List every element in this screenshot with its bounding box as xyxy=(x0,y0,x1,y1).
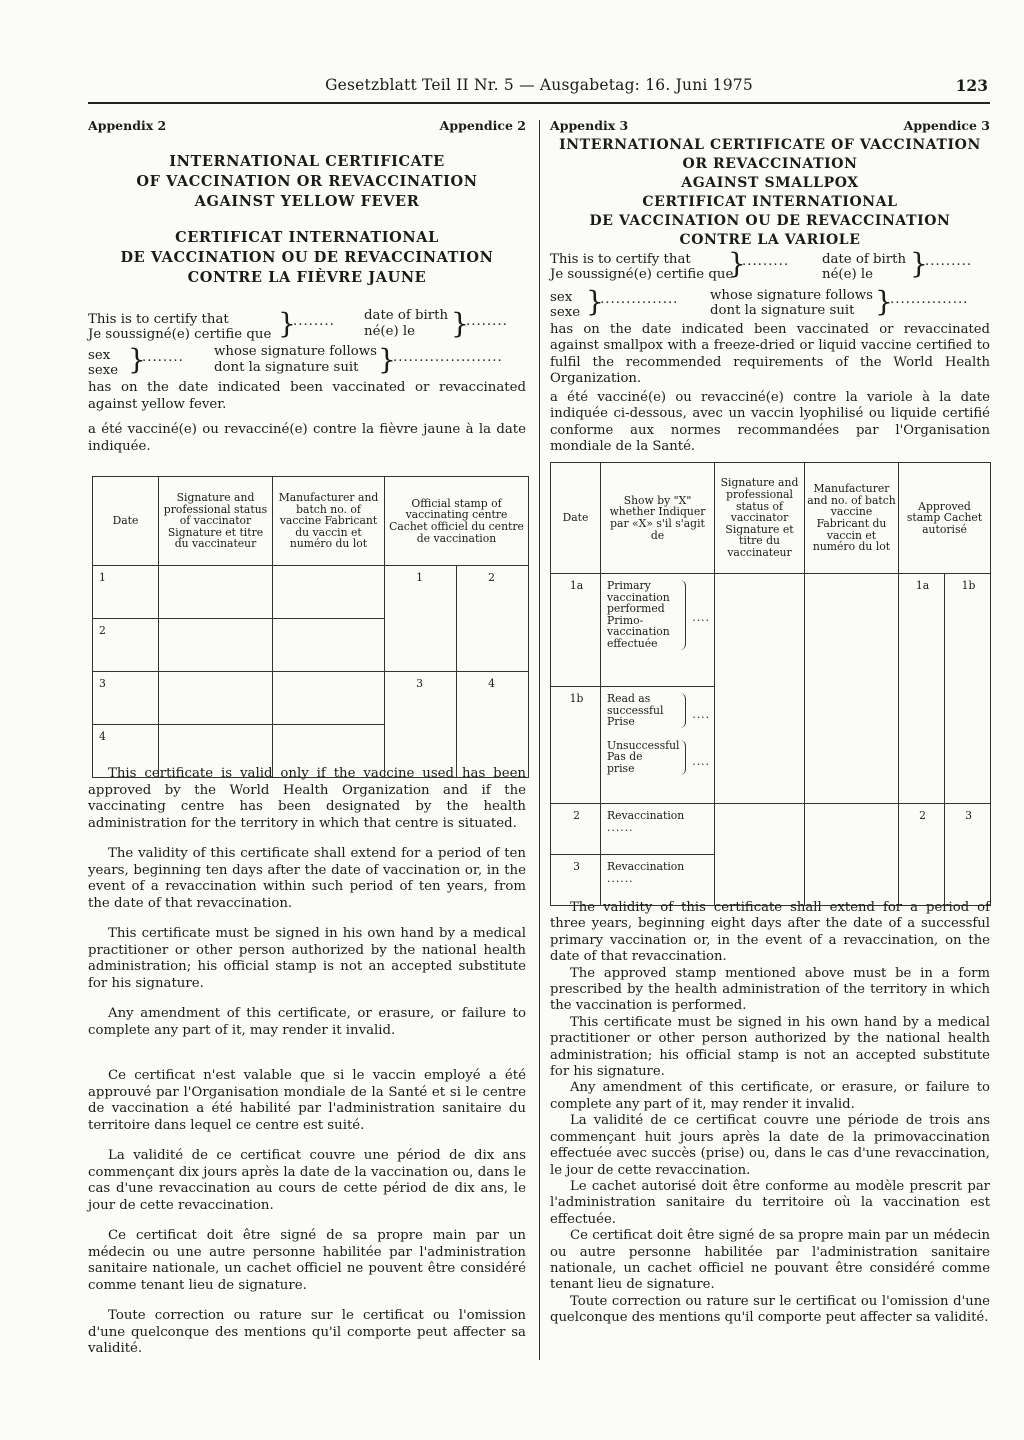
signature-cell[interactable] xyxy=(159,672,273,725)
stamp-cell[interactable]: 2 xyxy=(457,566,529,672)
statement-en: has on the date indicated been vaccinated or revaccinated against smallpox with a freeze-dried or liquid vaccine certified to fulfil the recommended requirements of the World Health Organization. xyxy=(550,322,990,387)
col-approved-stamp: Approved stamp Cachet autorisé xyxy=(899,463,991,574)
col-manufacturer: Manufacturer and batch no. of vaccine Fabricant du vaccin et numéro du lot xyxy=(273,477,385,566)
stamp-cell[interactable]: 1 xyxy=(385,566,457,672)
dob-label-en: date of birth xyxy=(822,252,907,267)
statement-fr: a été vacciné(e) ou revacciné(e) contre la variole à la date indiquée ci-dessous, avec un vaccin lyophilisé ou liquide certifié conforme aux normes recommandées par l'Organisation mondiale de la Santé. xyxy=(550,390,990,455)
primo-label: Primo-vaccination effectuée xyxy=(607,613,670,650)
note-paragraph: This certificate is valid only if the vaccine used has been approved by the World Health Organization and if the vaccinating centre has been designated by the health administration for the territory in which that centre is situated. xyxy=(88,766,526,831)
sex-field[interactable]: ............... xyxy=(600,292,679,307)
mark-field[interactable]: .... xyxy=(692,610,710,624)
dob-field[interactable]: ........ xyxy=(466,314,508,329)
bracket-mark xyxy=(679,580,686,650)
manufacturer-cell[interactable] xyxy=(805,804,899,906)
title-line: OR REVACCINATION xyxy=(682,156,858,172)
option-revaccination[interactable] xyxy=(601,804,715,855)
sex-label-fr: sexe xyxy=(88,363,119,378)
brace-icon: } xyxy=(278,307,296,340)
title-line: CONTRE LA VARIOLE xyxy=(679,232,861,248)
identity-form xyxy=(88,307,526,382)
signature-label-en: whose signature follows xyxy=(214,344,377,359)
note-paragraph: Toute correction ou rature sur le certificat ou l'omission d'une quelconque des mentions qu'il comporte peut affecter sa validité. xyxy=(550,1293,990,1326)
note-paragraph: Toute correction ou rature sur le certificat ou l'omission d'une quelconque des mentions qu'il comporte peut affecter sa validité. xyxy=(88,1308,526,1356)
read-success-label: Read as successful xyxy=(607,692,664,717)
option-revaccination[interactable] xyxy=(601,855,715,906)
success-option-group xyxy=(607,693,710,728)
stamp-cell[interactable]: 3 xyxy=(385,672,457,778)
title-line: DE VACCINATION OU DE REVACCINATION xyxy=(120,249,494,266)
col-date: Date xyxy=(93,477,159,566)
note-paragraph: This certificate must be signed in his own hand by a medical practitioner or other person authorized by the national health administration; his official stamp is not an accepted substitute for his signature. xyxy=(550,1014,990,1080)
dob-label-fr: né(e) le xyxy=(364,324,416,339)
table-row xyxy=(551,574,991,687)
title-line: AGAINST SMALLPOX xyxy=(681,175,859,191)
identity-form xyxy=(550,247,990,322)
row-number: 1 xyxy=(93,566,159,619)
primary-label: Primary vaccination performed xyxy=(607,579,670,616)
signature-cell[interactable] xyxy=(715,804,805,906)
col-official-stamp: Official stamp of vaccinating centre Cachet officiel du centre de vaccination xyxy=(385,477,529,566)
brace-icon: } xyxy=(451,307,469,340)
statement-en: has on the date indicated been vaccinated or revaccinated against yellow fever. xyxy=(88,380,526,412)
certify-label-fr: Je soussigné(e) certifie que xyxy=(550,267,734,282)
name-field[interactable]: ........ xyxy=(293,314,335,329)
signature-label-en: whose signature follows xyxy=(710,288,873,303)
mark-field[interactable]: ...... xyxy=(607,871,634,885)
row-number: 3 xyxy=(93,672,159,725)
title-line: INTERNATIONAL CERTIFICATE OF VACCINATION xyxy=(559,137,981,153)
row-label: 1b xyxy=(551,687,601,804)
certify-label-en: This is to certify that xyxy=(550,252,691,267)
mark-field[interactable]: .... xyxy=(692,707,710,721)
pas-de-prise-label: Pas de prise xyxy=(607,750,643,775)
prise-label: Prise xyxy=(607,715,635,729)
signature-label-fr: dont la signature suit xyxy=(214,360,359,375)
title-line: INTERNATIONAL CERTIFICATE xyxy=(169,153,445,170)
note-paragraph: Ce certificat n'est valable que si le vaccin employé a été approuvé par l'Organisation mondiale de la Santé et si le centre de vaccination a été habilité par l'administration sanitaire du territoire dans lequel ce centre est suité. xyxy=(88,1068,526,1133)
stamp-cell[interactable]: 4 xyxy=(457,672,529,778)
mark-field[interactable]: .... xyxy=(692,754,710,768)
option-primary-vaccination[interactable] xyxy=(601,574,715,687)
note-paragraph: This certificate must be signed in his own hand by a medical practitioner or other person authorized by the national health administration; his official stamp is not an accepted substitute for his signature. xyxy=(88,926,526,991)
note-paragraph: La validité de ce certificat couvre une périod de dix ans commençant dix jours après la date de la vaccination ou, dans le cas d'une revaccination au cours de cette périod de dix ans, le jour de cette revaccination. xyxy=(88,1148,526,1213)
revaccination-label: Revaccination xyxy=(607,809,685,822)
note-paragraph: The validity of this certificate shall extend for a period of ten years, beginning ten days after the date of vaccination or, in the event of a revaccination within such period of ten years, from the date of that revaccination. xyxy=(88,846,526,911)
stamp-cell[interactable]: 2 xyxy=(899,804,945,906)
sex-field[interactable]: ........ xyxy=(142,350,184,365)
title-line: CONTRE LA FIÈVRE JAUNE xyxy=(187,269,427,286)
notes xyxy=(550,900,990,1327)
appendix-2-column xyxy=(88,118,526,1356)
revaccination-label: Revaccination xyxy=(607,860,685,873)
appendix-label-it: Appendice 3 xyxy=(903,118,990,133)
signature-label-fr: dont la signature suit xyxy=(710,303,855,318)
name-field[interactable]: ......... xyxy=(742,254,790,269)
col-signature: Signature and professional status of vaccinator Signature et titre du vaccinateur xyxy=(715,463,805,574)
note-paragraph: Ce certificat doit être signé de sa propre main par un médecin ou une autre personne habilitée par l'administration sanitaire nationale, un cachet officiel ne pouvent être considéré comme tenant lieu de signature. xyxy=(88,1228,526,1293)
title-line: DE VACCINATION OU DE REVACCINATION xyxy=(589,213,951,229)
brace-icon: } xyxy=(586,285,604,318)
table-row xyxy=(93,566,529,619)
row-label: 3 xyxy=(551,855,601,906)
row-label: 2 xyxy=(551,804,601,855)
unsuccessful-label: Unsuccessful xyxy=(607,738,680,752)
brace-icon: } xyxy=(875,285,893,318)
title-line: OF VACCINATION OR REVACCINATION xyxy=(136,173,478,190)
col-date: Date xyxy=(551,463,601,574)
note-paragraph: Any amendment of this certificate, or erasure, or failure to complete any part of it, may render it invalid. xyxy=(88,1006,526,1038)
row-number: 4 xyxy=(93,725,159,778)
bracket-mark xyxy=(679,740,686,775)
manufacturer-cell[interactable] xyxy=(273,619,385,672)
option-reading[interactable] xyxy=(601,687,715,804)
vaccination-record-table xyxy=(92,476,529,778)
col-signature: Signature and professional status of vaccinator Signature et titre du vaccinateur xyxy=(159,477,273,566)
note-paragraph: Ce certificat doit être signé de sa propre main par un médecin ou autre personne habilitée par l'administration sanitaire nationale, un cachet officiel ne pouvant être considéré comme tenant lieu de signature. xyxy=(550,1228,990,1293)
column-divider xyxy=(539,120,540,1360)
sex-label-fr: sexe xyxy=(550,305,581,320)
sex-label-en: sex xyxy=(550,290,573,305)
stamp-cell[interactable]: 3 xyxy=(945,804,991,906)
signature-cell[interactable] xyxy=(159,619,273,672)
appendix-3-column xyxy=(550,118,990,1326)
row-label: 1a xyxy=(551,574,601,687)
title-line: CERTIFICAT INTERNATIONAL xyxy=(175,229,439,246)
brace-icon: } xyxy=(910,247,928,280)
signature-field[interactable]: ............... xyxy=(890,292,969,307)
certificate-title xyxy=(550,136,990,250)
row-number: 2 xyxy=(93,619,159,672)
appendix-label-en: Appendix 2 xyxy=(88,118,167,133)
manufacturer-cell[interactable] xyxy=(273,672,385,725)
manufacturer-cell[interactable] xyxy=(273,566,385,619)
appendix-heading xyxy=(88,118,526,136)
brace-icon: } xyxy=(128,343,146,376)
certify-label-en: This is to certify that xyxy=(88,312,229,327)
dob-label-en: date of birth xyxy=(364,308,449,323)
brace-icon: } xyxy=(728,247,746,280)
table-row xyxy=(93,672,529,725)
certify-label-fr: Je soussigné(e) certifie que xyxy=(88,327,272,342)
signature-cell[interactable] xyxy=(715,574,805,804)
table-row xyxy=(551,804,991,855)
dob-label-fr: né(e) le xyxy=(822,267,874,282)
stamp-cell[interactable]: 1a xyxy=(899,574,945,804)
sex-label-en: sex xyxy=(88,348,111,363)
primary-option-group xyxy=(607,580,710,650)
dob-field[interactable]: ......... xyxy=(925,254,973,269)
vaccination-record-table xyxy=(550,462,991,906)
page-number: 123 xyxy=(955,76,988,95)
signature-field[interactable]: ..................... xyxy=(393,350,503,365)
notes-fr xyxy=(88,1068,526,1358)
bracket-mark xyxy=(679,693,686,728)
unsuccessful-option-group xyxy=(607,740,710,775)
title-line: CERTIFICAT INTERNATIONAL xyxy=(642,194,898,210)
manufacturer-cell[interactable] xyxy=(805,574,899,804)
header-title: Gesetzblatt Teil II Nr. 5 — Ausgabetag: 16. Juni 1975 xyxy=(325,76,753,94)
appendix-heading xyxy=(550,118,990,136)
stamp-cell[interactable]: 1b xyxy=(945,574,991,804)
signature-cell[interactable] xyxy=(159,566,273,619)
certificate-title-en xyxy=(88,152,526,212)
col-show-by-x: Show by "X" whether Indiquer par «X» s'il s'agit de xyxy=(601,463,715,574)
notes-en xyxy=(88,766,526,1039)
table-header-row xyxy=(93,477,529,566)
brace-icon: } xyxy=(378,343,396,376)
note-paragraph: The approved stamp mentioned above must be in a form prescribed by the health administration of the territory in which the vaccination is performed. xyxy=(550,965,990,1014)
mark-field[interactable]: ...... xyxy=(607,820,634,834)
note-paragraph: Le cachet autorisé doit être conforme au modèle prescrit par l'administration sanitaire du territoire où la vaccination est effectuée. xyxy=(550,1178,990,1227)
note-paragraph: Any amendment of this certificate, or erasure, or failure to complete any part of it, may render it invalid. xyxy=(550,1080,990,1112)
note-paragraph: The validity of this certificate shall extend for a period of three years, beginning eight days after the date of a successful primary vaccination or, in the event of a revaccination, on the date of that revaccination. xyxy=(550,900,990,965)
col-manufacturer: Manufacturer and no. of batch vaccine Fabricant du vaccin et numéro du lot xyxy=(805,463,899,574)
table-header-row xyxy=(551,463,991,574)
page-header xyxy=(88,76,990,104)
appendix-label-en: Appendix 3 xyxy=(550,118,629,133)
title-line: AGAINST YELLOW FEVER xyxy=(194,193,420,210)
appendix-label-it: Appendice 2 xyxy=(439,118,526,133)
statement-fr: a été vacciné(e) ou revacciné(e) contre la fièvre jaune à la date indiquée. xyxy=(88,422,526,454)
note-paragraph: La validité de ce certificat couvre une période de trois ans commençant huit jours après la date de la primovaccination effectuée avec succès (prise) ou, dans le cas d'une revaccination, le jour de cette revaccination. xyxy=(550,1113,990,1178)
certificate-title-fr xyxy=(88,228,526,288)
